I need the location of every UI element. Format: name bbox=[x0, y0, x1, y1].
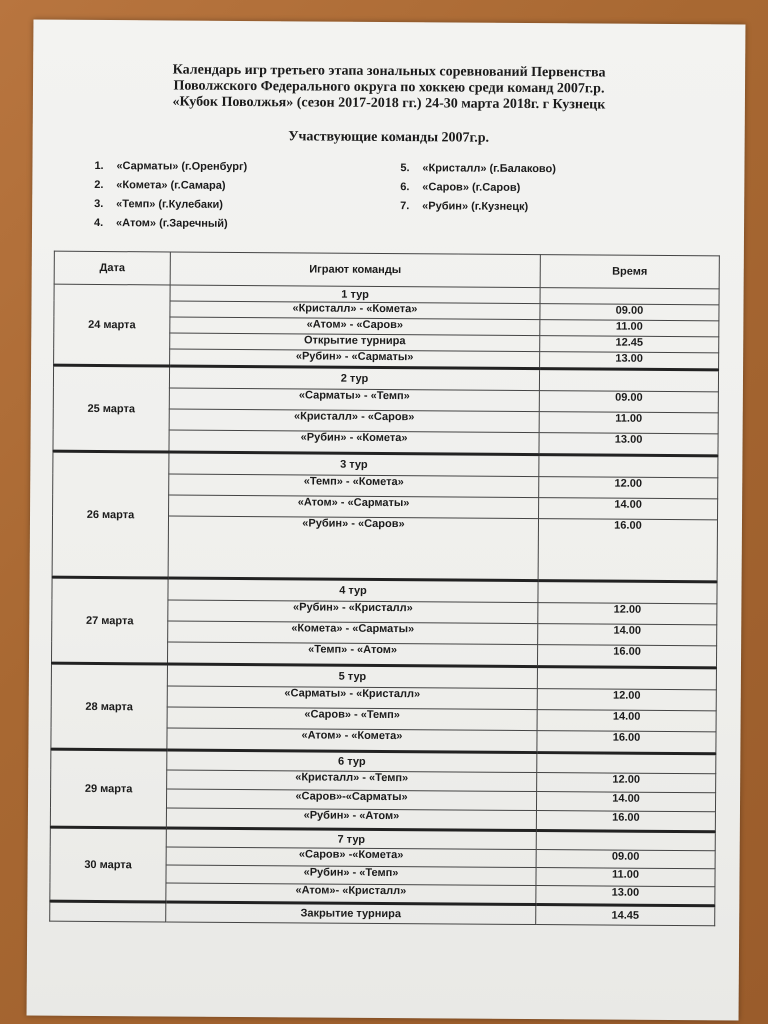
team-name: «Сарматы» (г.Оренбург) bbox=[116, 160, 248, 174]
tour-row bbox=[50, 827, 715, 851]
match-cell: «Комета» - «Сарматы» bbox=[168, 621, 538, 645]
tour-label: 4 тур bbox=[168, 578, 538, 603]
team-number: 2. bbox=[94, 178, 104, 192]
time-cell: 12.00 bbox=[537, 689, 716, 711]
tour-row bbox=[53, 451, 718, 478]
team-number: 4. bbox=[94, 216, 104, 230]
time-cell-empty bbox=[537, 667, 716, 690]
match-cell: «Рубин» - «Темп» bbox=[166, 865, 536, 886]
time-cell: 16.00 bbox=[538, 519, 717, 582]
time-cell: 14.00 bbox=[537, 710, 716, 732]
time-cell-empty bbox=[536, 831, 715, 851]
match-cell: «Сарматы» - «Кристалл» bbox=[167, 686, 537, 710]
match-cell: «Рубин» - «Саров» bbox=[168, 516, 538, 581]
team-number: 6. bbox=[400, 181, 410, 194]
match-cell: «Кристалл» - «Комета» bbox=[170, 301, 540, 320]
team-number: 3. bbox=[94, 197, 104, 211]
time-cell: 13.00 bbox=[540, 352, 719, 370]
match-cell: «Атом»- «Кристалл» bbox=[166, 883, 536, 905]
tour-row bbox=[51, 749, 716, 774]
team-number: 5. bbox=[400, 162, 410, 175]
schedule-table bbox=[49, 251, 720, 927]
time-cell: 09.00 bbox=[539, 391, 718, 413]
title-line-1: Календарь игр третьего этапа зональных соревнований Первенства bbox=[172, 62, 606, 81]
match-cell: «Саров» - «Темп» bbox=[167, 707, 537, 731]
date-cell: 28 марта bbox=[51, 663, 168, 750]
time-cell-empty bbox=[540, 288, 719, 305]
team-name: «Комета» (г.Самара) bbox=[116, 179, 226, 192]
tour-label: 7 тур bbox=[166, 828, 536, 850]
team-name: «Темп» (г.Кулебаки) bbox=[116, 198, 224, 211]
team-number: 7. bbox=[400, 200, 410, 213]
tour-row bbox=[52, 577, 717, 604]
tour-label: 1 тур bbox=[170, 285, 540, 304]
date-cell: 29 марта bbox=[50, 749, 167, 828]
closing-label: Закрытие турнира bbox=[166, 902, 536, 925]
date-cell: 30 марта bbox=[50, 827, 167, 902]
match-cell: «Сарматы» - «Темп» bbox=[169, 388, 539, 412]
time-cell: 16.00 bbox=[536, 811, 715, 832]
team-name: «Кристалл» (г.Балаково) bbox=[422, 162, 556, 176]
closing-row bbox=[50, 901, 715, 926]
title-line-3: «Кубок Поволжья» (сезон 2017-2018 гг.) 24-30 марта 2018г. г Кузнецк bbox=[172, 94, 606, 113]
title-line-2: Поволжского Федерального округа по хоккею среди команд 2007г.р. bbox=[173, 78, 605, 97]
time-cell-empty bbox=[538, 581, 717, 604]
team-number: 1. bbox=[94, 159, 104, 173]
document-title bbox=[33, 62, 745, 115]
team-item bbox=[94, 157, 247, 177]
time-cell: 11.00 bbox=[540, 320, 719, 337]
time-cell-empty bbox=[539, 455, 718, 478]
match-cell: «Рубин» - «Кристалл» bbox=[168, 600, 538, 624]
teams-list-right bbox=[400, 159, 556, 217]
teams-list-left bbox=[94, 157, 247, 234]
date-cell: 25 марта bbox=[53, 365, 170, 452]
time-cell: 13.00 bbox=[536, 886, 715, 906]
col-header-date: Дата bbox=[54, 251, 170, 285]
match-cell: «Атом» - «Сарматы» bbox=[169, 495, 539, 519]
match-cell: «Рубин» - «Сарматы» bbox=[170, 349, 540, 369]
team-item bbox=[94, 176, 247, 196]
tour-label: 2 тур bbox=[169, 366, 539, 391]
time-cell: 12.00 bbox=[537, 773, 716, 793]
match-cell: «Рубин» - «Комета» bbox=[169, 430, 539, 455]
match-cell: «Темп» - «Атом» bbox=[167, 642, 537, 667]
col-header-time: Время bbox=[540, 255, 719, 289]
tour-label: 5 тур bbox=[167, 664, 537, 689]
paper-sheet bbox=[27, 20, 746, 1021]
team-name: «Атом» (г.Заречный) bbox=[116, 217, 228, 230]
team-item bbox=[400, 178, 556, 198]
date-cell: 27 марта bbox=[51, 577, 168, 664]
match-cell: Открытие турнира bbox=[170, 333, 540, 352]
schedule-body bbox=[50, 284, 719, 926]
time-cell: 14.00 bbox=[539, 498, 718, 520]
date-cell: 26 марта bbox=[52, 451, 169, 578]
tour-row bbox=[51, 663, 716, 690]
time-cell: 14.00 bbox=[538, 624, 717, 646]
tour-label: 6 тур bbox=[167, 750, 537, 773]
match-cell: «Атом» - «Комета» bbox=[167, 728, 537, 753]
date-cell: 24 марта bbox=[54, 284, 171, 366]
time-cell: 11.00 bbox=[536, 868, 715, 887]
time-cell: 16.00 bbox=[537, 645, 716, 668]
time-cell: 13.00 bbox=[539, 433, 718, 456]
team-item bbox=[94, 214, 247, 234]
match-cell: «Темп» - «Комета» bbox=[169, 474, 539, 498]
time-cell: 12.00 bbox=[539, 477, 718, 499]
participants-heading: Участвующие команды 2007г.р. bbox=[288, 129, 490, 146]
closing-date-empty bbox=[50, 901, 166, 922]
team-item bbox=[94, 195, 247, 215]
team-item bbox=[400, 159, 556, 179]
tour-label: 3 тур bbox=[169, 452, 539, 477]
team-item bbox=[400, 197, 556, 217]
tour-row bbox=[53, 365, 718, 392]
time-cell: 14.00 bbox=[536, 792, 715, 812]
time-cell-empty bbox=[537, 753, 716, 774]
match-cell: «Кристалл» - «Саров» bbox=[169, 409, 539, 433]
team-name: «Рубин» (г.Кузнецк) bbox=[422, 200, 529, 213]
time-cell: 16.00 bbox=[537, 731, 716, 754]
time-cell: 11.00 bbox=[539, 412, 718, 434]
col-header-teams: Играют команды bbox=[170, 252, 540, 288]
team-name: «Саров» (г.Саров) bbox=[422, 181, 521, 194]
match-cell: «Саров» -«Комета» bbox=[166, 847, 536, 868]
time-cell: 12.45 bbox=[540, 336, 719, 353]
time-cell-empty bbox=[539, 369, 718, 392]
match-cell: «Саров»-«Сарматы» bbox=[166, 789, 536, 811]
match-cell: «Атом» - «Саров» bbox=[170, 317, 540, 336]
time-cell: 12.00 bbox=[538, 603, 717, 625]
match-cell: «Кристалл» - «Темп» bbox=[167, 770, 537, 792]
match-cell: «Рубин» - «Атом» bbox=[166, 808, 536, 831]
time-cell: 09.00 bbox=[540, 304, 719, 321]
time-cell: 09.00 bbox=[536, 850, 715, 869]
closing-time: 14.45 bbox=[536, 905, 715, 926]
